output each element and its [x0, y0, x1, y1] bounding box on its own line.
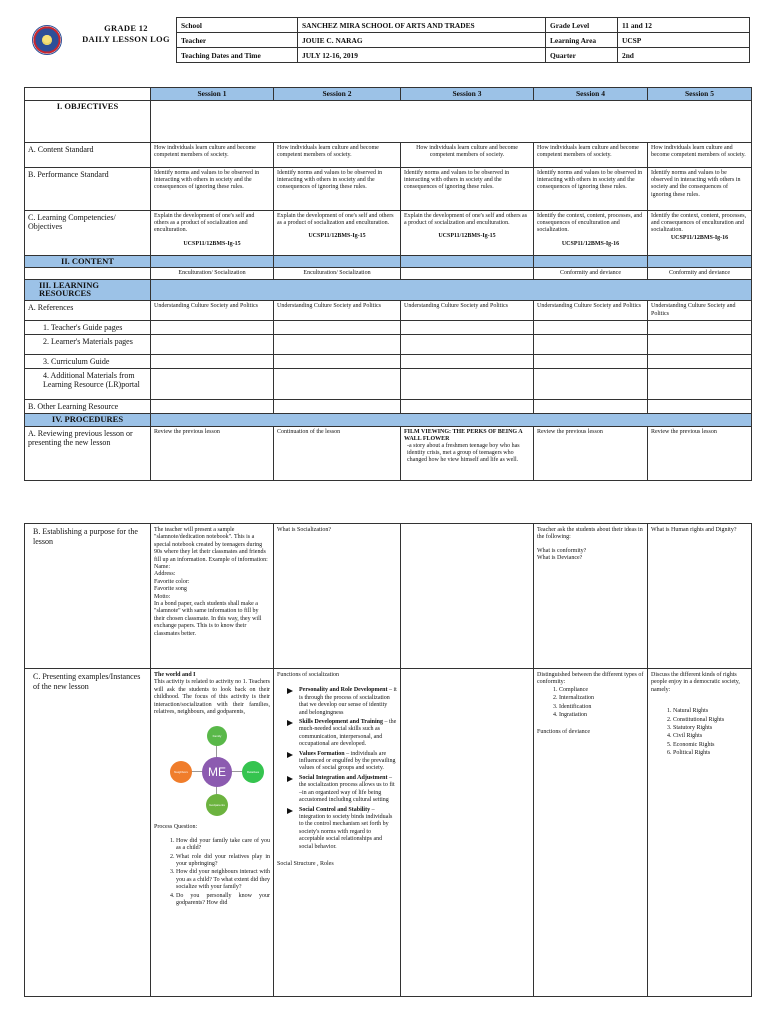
slamnote-field: Favorite song: [154, 586, 187, 593]
competency-cell: [534, 211, 648, 256]
objectives-blank: [151, 101, 752, 143]
competency-text: Identify the context, content, processes, and consequences of enculturation and socialization.: [651, 213, 747, 234]
competency-cell: [648, 211, 752, 256]
examples-cell: [401, 669, 534, 997]
functions-list: [277, 687, 397, 851]
me-diagram: [162, 726, 272, 816]
process-questions: [154, 838, 270, 908]
performance-standard-cell: Identify norms and values to be observed in interacting with others in society and the consequences of ignoring these rules.: [534, 168, 648, 211]
resource-item-label: 3. Curriculum Guide: [25, 355, 151, 369]
resource-item-label: 4. Additional Materials from Learning Resource (LR)portal: [25, 369, 151, 400]
godparents-node: Godparents: [206, 794, 228, 816]
purpose-label: B. Establishing a purpose for the lesson: [25, 524, 151, 669]
conformity-type: 3. Identification: [559, 704, 644, 711]
competency-cell: [401, 211, 534, 256]
function-text: – individuals are influenced or engulfed by the prevailing values of social groups and society.: [299, 750, 396, 772]
resources-heading: III. LEARNING RESOURCES: [25, 280, 151, 301]
conformity-type: 4. Ingratiation: [559, 712, 644, 719]
procedures-heading: IV. PROCEDURES: [25, 414, 151, 426]
purpose-cell: [151, 524, 274, 669]
purpose-cell: What is Human rights and Dignity?: [648, 524, 752, 669]
process-question-label: Process Question:: [154, 824, 198, 831]
corner-cell: [25, 88, 151, 101]
area-value: UCSP: [618, 33, 750, 48]
function-item: [277, 687, 397, 717]
session-header: Session 1: [151, 88, 274, 101]
session-header: Session 2: [274, 88, 401, 101]
slamnote-field: Favorite color:: [154, 578, 190, 585]
ideas-intro: Teacher ask the students about their ideas in the following:: [537, 527, 643, 541]
neighbors-node: Neighbors: [170, 761, 192, 783]
function-title: Social Control and Stability: [299, 806, 371, 813]
rights-item: 6. Political Rights: [673, 750, 748, 757]
function-text: –integration to society binds individuals to the control mechanism set forth by society's norms with regard to acceptable social relationships and social behavior.: [299, 806, 393, 850]
competencies-label: C. Learning Competencies/ Objectives: [25, 211, 151, 256]
function-text: – the socialization process allows us to fit –in an organized way of life being accustomed including cultural setting: [299, 774, 395, 804]
content-standard-label: A. Content Standard: [25, 143, 151, 168]
review-cell: Continuation of the lesson: [274, 426, 401, 480]
function-title: Skills Development and Training: [299, 719, 383, 726]
competency-code: UCSP11/12BMS-Ig-16: [670, 234, 729, 241]
review-label: A. Reviewing previous lesson or presenting the new lesson: [25, 426, 151, 480]
arrow-bullet-icon: [287, 720, 293, 726]
performance-standard-cell: Identify norms and values to be observed in interacting with others in society and the consequences of ignoring these rules.: [648, 168, 752, 211]
function-item: [277, 719, 397, 749]
dates-label: Teaching Dates and Time: [177, 48, 298, 63]
review-cell: Review the previous lesson: [151, 426, 274, 480]
grade-value: 11 and 12: [618, 18, 750, 33]
grade-label: Grade Level: [546, 18, 618, 33]
competency-code: UCSP11/12BMS-Ig-15: [308, 233, 366, 240]
reference-cell: Understanding Culture Society and Politics: [274, 301, 401, 321]
title-line1: GRADE 12: [104, 23, 148, 33]
competency-text: Explain the development of one's self and others as a product of socialization and enculturation.: [277, 213, 394, 227]
film-description: -a story about a freshmen teenage boy who has identity crisis, met a group of teenagers who changed how he view himself and life as well.: [407, 443, 520, 464]
function-title: Personality and Role Development: [299, 687, 388, 694]
performance-standard-cell: Identify norms and values to be observed in interacting with others in society and the consequences of ignoring these rules.: [401, 168, 534, 211]
process-question: 4. Do you personally know your godparents? How did: [176, 893, 270, 908]
functions-title: Functions of socialization: [277, 672, 339, 678]
question-conformity: What is conformity?: [537, 547, 587, 554]
content-blank: [401, 256, 534, 268]
activity-title: The world and I: [154, 672, 196, 678]
review-cell: Review the previous lesson: [534, 426, 648, 480]
content-label-blank: [25, 268, 151, 280]
review-cell: [401, 426, 534, 480]
question-deviance: What is Deviance?: [537, 555, 583, 562]
performance-standard-label: B. Performance Standard: [25, 168, 151, 211]
process-question: 2. What role did your relatives play in your upbringing?: [176, 854, 270, 869]
examples-cell: [648, 669, 752, 997]
slamnote-field: Name:: [154, 564, 170, 571]
area-label: Learning Area: [546, 33, 618, 48]
performance-standard-cell: Identify norms and values to be observed in interacting with others in society and the consequences of ignoring these rules.: [274, 168, 401, 211]
objectives-heading: I. OBJECTIVES: [25, 101, 151, 143]
conformity-types: [537, 687, 644, 720]
relatives-node: Relatives: [242, 761, 264, 783]
rights-intro: Discuss the different kinds of rights people enjoy in a democratic society, namely:: [651, 672, 740, 693]
content-cell: [401, 268, 534, 280]
resource-item-label: 1. Teacher's Guide pages: [25, 321, 151, 335]
function-item: [277, 751, 397, 773]
family-node: Family: [207, 726, 227, 746]
slamnote-field: Address:: [154, 571, 176, 578]
process-question: 3. How did your neighbours interact with you as a child? To what extent did they socialize with your family?: [176, 869, 270, 891]
arrow-bullet-icon: [287, 752, 293, 758]
content-blank: [274, 256, 401, 268]
content-cell: Conformity and deviance: [534, 268, 648, 280]
competency-cell: [151, 211, 274, 256]
dll-page-1: [0, 0, 768, 510]
other-resource-label: B. Other Learning Resource: [25, 400, 151, 414]
slamnote-instructions: In a bond paper, each students shall make a "slamnote" with same information to fill by their chosen classmate. In this way, they will exchange papers. This is to know their classmates better.: [154, 601, 262, 637]
slamnote-field: Motto:: [154, 593, 171, 600]
resource-item-label: 2. Learner's Materials pages: [25, 335, 151, 355]
function-title: Values Formation: [299, 750, 345, 757]
examples-cell: [534, 669, 648, 997]
reference-cell: Understanding Culture Society and Politics: [401, 301, 534, 321]
function-title: Social Integration and Adjustment: [299, 774, 388, 781]
content-standard-cell: How individuals learn culture and become competent members of society.: [401, 143, 534, 168]
conformity-type: 2. Internalization: [559, 695, 644, 702]
competency-code: UCSP11/12BMS-Ig-16: [561, 240, 620, 247]
performance-standard-cell: Identify norms and values to be observed in interacting with others in society and the consequences of ignoring these rules.: [151, 168, 274, 211]
examples-cell: [274, 669, 401, 997]
lesson-log-table-continued: [24, 523, 752, 997]
function-item: [277, 775, 397, 805]
content-standard-cell: How individuals learn culture and become competent members of society.: [274, 143, 401, 168]
content-standard-cell: How individuals learn culture and become competent members of society.: [534, 143, 648, 168]
me-node: ME: [202, 757, 232, 787]
dates-value: JULY 12-16, 2019: [298, 48, 546, 63]
arrow-bullet-icon: [287, 688, 293, 694]
school-value: SANCHEZ MIRA SCHOOL OF ARTS AND TRADES: [298, 18, 546, 33]
competency-cell: [274, 211, 401, 256]
examples-cell: [151, 669, 274, 997]
title-line2: DAILY LESSON LOG: [82, 34, 170, 44]
rights-item: 4. Civil Rights: [673, 733, 748, 740]
review-cell: Review the previous lesson: [648, 426, 752, 480]
process-question: 1. How did your family take care of you as a child?: [176, 838, 270, 853]
activity-description: This activity is related to activity no 1. Teachers will ask the students to look back on their childhood. The focus of this activity is their interaction/socialization with their families, relatives, neighbours, and godparents,: [154, 679, 270, 716]
rights-item: 1. Natural Rights: [673, 708, 748, 715]
content-blank: [534, 256, 648, 268]
function-item: [277, 807, 397, 851]
reference-cell: Understanding Culture Society and Politics: [534, 301, 648, 321]
competency-text: Explain the development of one's self and others as a product of socialization and enculturation.: [404, 213, 528, 227]
slamnote-intro: The teacher will present a sample "slamnote/dedication notebook". This is a special notebook created by teenagers during 90s where they let their classmates and friends fill up an information. Example of information:: [154, 527, 268, 563]
conformity-type: 1. Compliance: [559, 687, 644, 694]
conformity-intro: Distinguished between the different types of conformity:: [537, 672, 644, 686]
purpose-cell: [401, 524, 534, 669]
purpose-cell: What is Socialization?: [274, 524, 401, 669]
examples-label: C. Presenting examples/Instances of the new lesson: [25, 669, 151, 997]
deped-seal-icon: [32, 25, 62, 55]
function-text: – the much-needed social skills such as communication, interpersonal, and occupational are developed.: [299, 719, 397, 748]
rights-item: 5. Economic Rights: [673, 742, 748, 749]
competency-code: UCSP11/12BMS-Ig-15: [183, 240, 241, 247]
arrow-bullet-icon: [287, 808, 293, 814]
teacher-label: Teacher: [177, 33, 298, 48]
dll-title: [78, 23, 174, 45]
session-header: Session 3: [401, 88, 534, 101]
rights-item: 3. Statutory Rights: [673, 725, 748, 732]
content-blank: [648, 256, 752, 268]
content-standard-cell: How individuals learn culture and become competent members of society.: [648, 143, 752, 168]
dll-title-block: [18, 17, 176, 62]
references-label: A. References: [25, 301, 151, 321]
session-header: Session 5: [648, 88, 752, 101]
competency-text: Identify the context, content, processes, and consequences of enculturation and socialization.: [537, 213, 643, 234]
content-cell: Enculturation/ Socialization: [151, 268, 274, 280]
reference-cell: Understanding Culture Society and Politics: [151, 301, 274, 321]
content-cell: Conformity and deviance: [648, 268, 752, 280]
competency-code: UCSP11/12BMS-Ig-15: [438, 233, 496, 240]
rights-item: 2. Constitutional Rights: [673, 717, 748, 724]
dll-page-2: [0, 519, 768, 1024]
purpose-cell: [534, 524, 648, 669]
arrow-bullet-icon: [287, 776, 293, 782]
quarter-value: 2nd: [618, 48, 750, 63]
content-standard-cell: How individuals learn culture and become competent members of society.: [151, 143, 274, 168]
teacher-value: JOUIE C. NARAG: [298, 33, 546, 48]
film-title: FILM VIEWING: THE PERKS OF BEING A WALL FLOWER: [404, 428, 523, 442]
reference-cell: Understanding Culture Society and Politics: [648, 301, 752, 321]
functions-footer: Social Structure , Roles: [277, 860, 334, 867]
content-heading: II. CONTENT: [25, 256, 151, 268]
content-blank: [151, 256, 274, 268]
lesson-log-table: [24, 87, 752, 481]
session-header: Session 4: [534, 88, 648, 101]
resources-blank: [151, 280, 752, 301]
rights-list: [651, 708, 748, 757]
quarter-label: Quarter: [546, 48, 618, 63]
header-info-table: [176, 17, 750, 63]
procedures-blank: [151, 414, 752, 426]
content-cell: Enculturation/ Socialization: [274, 268, 401, 280]
function-text: – it is through the process of socialization that we develop our sense of identity and belongingness: [299, 687, 397, 716]
deviance-functions: Functions of deviance: [537, 729, 590, 736]
school-label: School: [177, 18, 298, 33]
competency-text: Explain the development of one's self and others as a product of socialization and enculturation.: [154, 213, 255, 234]
